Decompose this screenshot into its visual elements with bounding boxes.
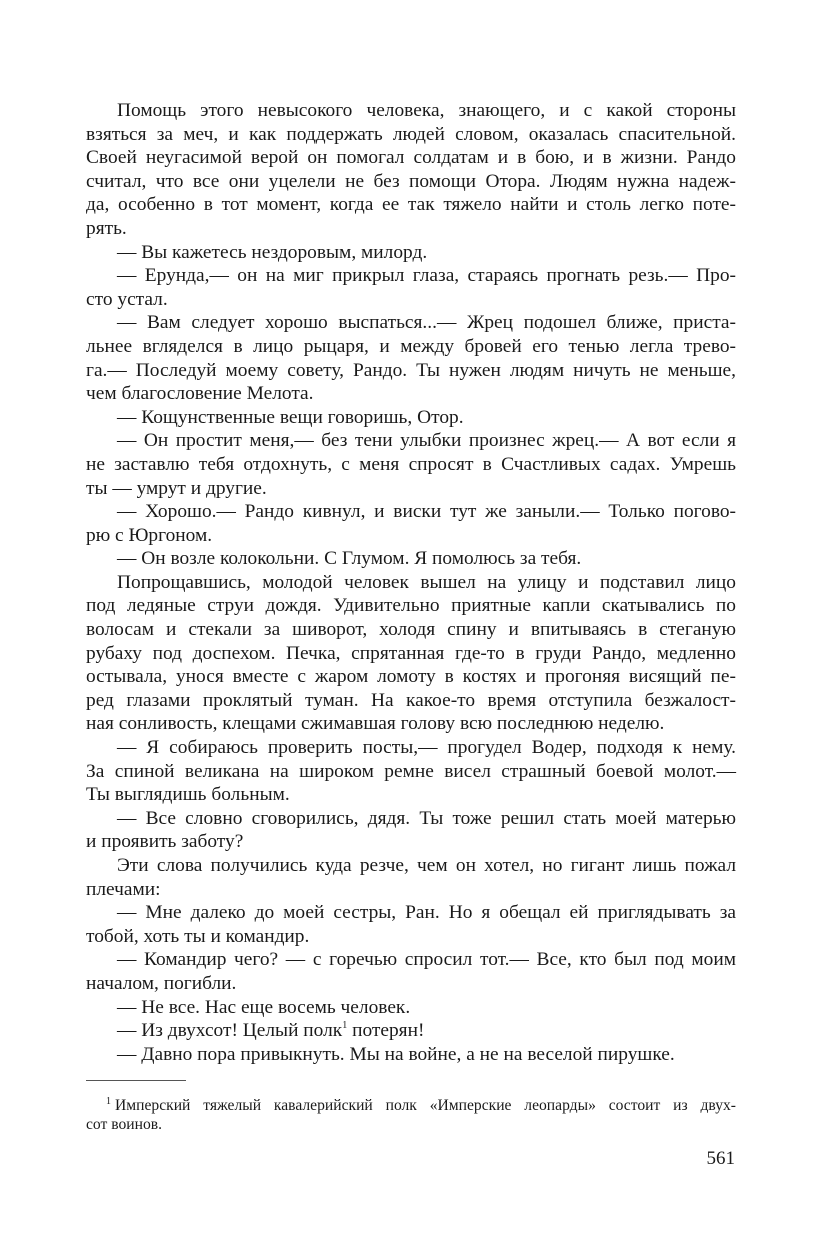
text-line: рубаху под доспехом. Печка, спрятанная где-то в груди Рандо, медленно (86, 642, 736, 664)
text-line: остывала, унося вместе с жаром ломоту в костях и прогоняя висящий пе- (86, 666, 736, 688)
text-line: — Давно пора привыкнуть. Мы на войне, а не на веселой пирушке. (117, 1043, 675, 1065)
text-line: рю с Юргоном. (86, 524, 213, 546)
page-number: 561 (706, 1148, 735, 1169)
text-line: льнее вгляделся в лицо рыцаря, и между бровей его тенью легла трево- (86, 335, 736, 357)
text-line: За спиной великана на широком ремне висел страшный боевой молот.— (86, 760, 736, 782)
text-line: рять. (86, 217, 127, 239)
text-line: плечами: (86, 878, 161, 900)
text-line: ты — умрут и другие. (86, 477, 267, 499)
text-line: — Ерунда,— он на миг прикрыл глаза, стараясь прогнать резь.— Про- (117, 265, 736, 287)
text-line: началом, погибли. (86, 972, 237, 994)
footnote (86, 1096, 736, 1134)
text-line: га.— Последуй моему совету, Рандо. Ты нужен людям ничуть не меньше, (86, 359, 736, 381)
text-line: под ледяные струи дождя. Удивительно приятные капли скатывались по (86, 595, 736, 617)
text-line: и проявить заботу? (86, 831, 244, 853)
text-line: — Командир чего? — с горечью спросил тот.— Все, кто был под моим (117, 949, 736, 971)
text-line: — Вы кажетесь нездоровым, милорд. (117, 241, 428, 263)
text-line: Помощь этого невысокого человека, знающего, и с какой стороны (117, 100, 736, 121)
text-line: — Я собираюсь проверить посты,— прогудел Водер, подходя к нему. (117, 737, 736, 759)
text-line: чем благословение Мелота. (86, 383, 314, 405)
footnote-number: 1 (106, 1096, 111, 1107)
text-line: считал, что все они уцелели не без помощи Отора. Людям нужна надеж- (86, 170, 736, 192)
text-line: — Мне далеко до моей сестры, Ран. Но я обещал ей приглядывать за (117, 902, 736, 924)
text-line: — Вам следует хорошо выспаться...— Жрец подошел ближе, приста- (117, 312, 736, 334)
text-segment: — Из двухсот! Целый полк (117, 1020, 343, 1042)
text-line: — Он возле колокольни. С Глумом. Я помолюсь за тебя. (117, 548, 582, 570)
text-line: не заставлю тебя отдохнуть, с меня спросят в Счастливых садах. Умрешь (86, 453, 736, 475)
text-line: Своей неугасимой верой он помогал солдатам и в бою, и в жизни. Рандо (86, 147, 736, 169)
footnote-line (86, 1096, 736, 1115)
footnote-text: Имперский тяжелый кавалерийский полк «Имперские леопарды» состоит из двух- (115, 1097, 736, 1114)
text-line (86, 1019, 736, 1043)
text-line: Эти слова получились куда резче, чем он хотел, но гигант лишь пожал (117, 855, 736, 876)
text-line: Ты выглядишь больным. (86, 784, 290, 806)
text-line: ред глазами проклятый туман. На какое-то время отступила безжалост- (86, 689, 736, 711)
text-line: да, особенно в тот момент, когда ее так тяжело найти и столь легко поте- (86, 194, 736, 216)
text-line: — Кощунственные вещи говоришь, Отор. (117, 406, 464, 428)
body-text (86, 99, 736, 1066)
text-line: Попрощавшись, молодой человек вышел на улицу и подставил лицо (117, 571, 736, 593)
text-line: сто устал. (86, 288, 168, 310)
text-line: — Хорошо.— Рандо кивнул, и виски тут же заныли.— Только погово- (117, 501, 736, 523)
text-segment: потерян! (352, 1020, 425, 1042)
footnote-line: сот воинов. (86, 1116, 163, 1133)
text-line: тобой, хоть ты и командир. (86, 925, 310, 947)
text-line: волосам и стекали за шиворот, холодя спину и впитываясь в стеганую (86, 619, 736, 641)
footnote-reference[interactable]: 1 (342, 1020, 348, 1032)
text-line: — Не все. Нас еще восемь человек. (117, 996, 411, 1018)
text-line: ная сонливость, клещами сжимавшая голову всю последнюю неделю. (86, 713, 665, 735)
footnote-divider (86, 1080, 186, 1081)
text-line: — Все словно сговорились, дядя. Ты тоже решил стать моей матерью (117, 807, 736, 829)
text-line: взяться за меч, и как поддержать людей словом, оказалась спасительной. (86, 123, 736, 145)
text-line: — Он простит меня,— без тени улыбки произнес жрец.— А вот если я (117, 430, 736, 452)
